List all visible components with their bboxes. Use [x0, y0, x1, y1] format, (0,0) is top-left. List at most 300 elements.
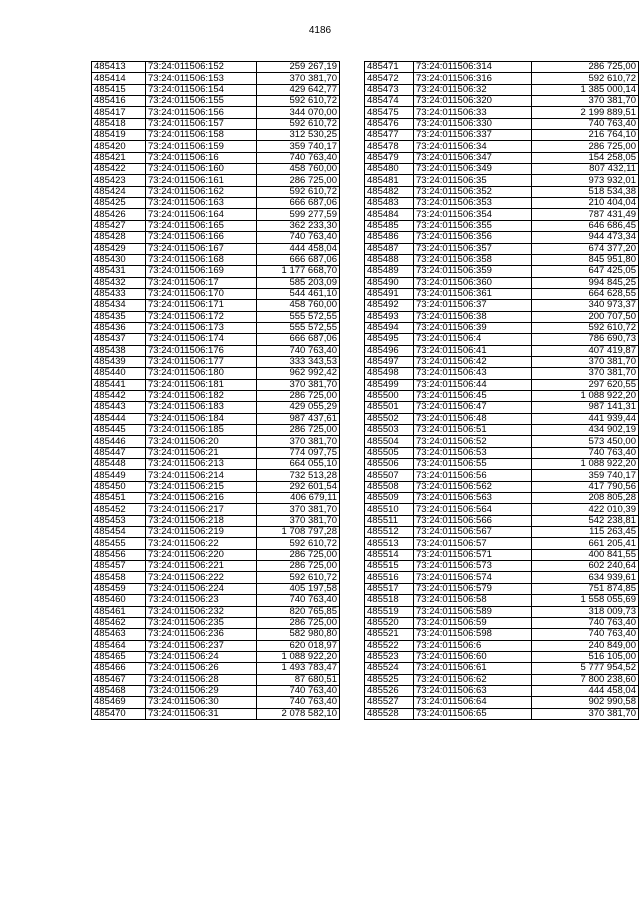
row-number-cell: 485423	[92, 175, 146, 186]
value-cell: 115 263,45	[532, 527, 639, 538]
cadastral-number-cell: 73:24:011506:574	[414, 572, 532, 583]
value-cell: 370 381,70	[532, 356, 639, 367]
value-cell: 973 932,01	[532, 175, 639, 186]
row-number-cell: 485496	[365, 345, 414, 356]
table-row	[365, 356, 639, 367]
value-cell: 751 874,85	[532, 583, 639, 594]
table-row	[365, 198, 639, 209]
value-cell: 405 197,58	[257, 583, 340, 594]
value-cell: 407 419,87	[532, 345, 639, 356]
row-number-cell: 485488	[365, 254, 414, 265]
table-row	[92, 447, 340, 458]
cadastral-number-cell: 73:24:011506:360	[414, 277, 532, 288]
value-cell: 585 203,09	[257, 277, 340, 288]
cadastral-number-cell: 73:24:011506:161	[146, 175, 257, 186]
value-cell: 786 690,73	[532, 334, 639, 345]
cadastral-number-cell: 73:24:011506:316	[414, 73, 532, 84]
table-row	[92, 515, 340, 526]
table-row	[92, 73, 340, 84]
table-row	[365, 220, 639, 231]
row-number-cell: 485492	[365, 300, 414, 311]
value-cell: 1 708 797,28	[257, 527, 340, 538]
row-number-cell: 485461	[92, 606, 146, 617]
cadastral-number-cell: 73:24:011506:65	[414, 708, 532, 719]
table-row	[365, 277, 639, 288]
row-number-cell: 485428	[92, 232, 146, 243]
cadastral-number-cell: 73:24:011506:63	[414, 685, 532, 696]
row-number-cell: 485494	[365, 322, 414, 333]
cadastral-number-cell: 73:24:011506:31	[146, 708, 257, 719]
cadastral-number-cell: 73:24:011506:349	[414, 164, 532, 175]
value-cell: 333 343,53	[257, 356, 340, 367]
value-cell: 592 610,72	[532, 322, 639, 333]
table-row	[365, 243, 639, 254]
row-number-cell: 485448	[92, 459, 146, 470]
table-row	[92, 617, 340, 628]
row-number-cell: 485434	[92, 300, 146, 311]
row-number-cell: 485513	[365, 538, 414, 549]
value-cell: 518 534,38	[532, 186, 639, 197]
value-cell: 592 610,72	[257, 186, 340, 197]
value-cell: 516 105,00	[532, 651, 639, 662]
row-number-cell: 485468	[92, 685, 146, 696]
value-cell: 286 725,00	[257, 390, 340, 401]
table-row	[365, 368, 639, 379]
value-cell: 987 437,61	[257, 413, 340, 424]
cadastral-number-cell: 73:24:011506:173	[146, 322, 257, 333]
cadastral-number-cell: 73:24:011506:61	[414, 663, 532, 674]
row-number-cell: 485491	[365, 288, 414, 299]
cadastral-number-cell: 73:24:011506:571	[414, 549, 532, 560]
cadastral-number-cell: 73:24:011506:43	[414, 368, 532, 379]
row-number-cell: 485430	[92, 254, 146, 265]
row-number-cell: 485463	[92, 629, 146, 640]
row-number-cell: 485441	[92, 379, 146, 390]
value-cell: 370 381,70	[532, 368, 639, 379]
cadastral-number-cell: 73:24:011506:153	[146, 73, 257, 84]
row-number-cell: 485527	[365, 697, 414, 708]
row-number-cell: 485481	[365, 175, 414, 186]
cadastral-number-cell: 73:24:011506:152	[146, 62, 257, 73]
value-cell: 666 687,06	[257, 198, 340, 209]
row-number-cell: 485424	[92, 186, 146, 197]
table-row	[365, 390, 639, 401]
cadastral-number-cell: 73:24:011506:16	[146, 152, 257, 163]
row-number-cell: 485427	[92, 220, 146, 231]
row-number-cell: 485447	[92, 447, 146, 458]
value-cell: 740 763,40	[532, 118, 639, 129]
value-cell: 2 199 889,51	[532, 107, 639, 118]
value-cell: 370 381,70	[257, 73, 340, 84]
value-cell: 240 849,00	[532, 640, 639, 651]
value-cell: 344 070,00	[257, 107, 340, 118]
cadastral-number-cell: 73:24:011506:163	[146, 198, 257, 209]
table-row	[92, 288, 340, 299]
cadastral-number-cell: 73:24:011506:218	[146, 515, 257, 526]
cadastral-number-cell: 73:24:011506:232	[146, 606, 257, 617]
cadastre-table-right	[364, 61, 639, 720]
row-number-cell: 485413	[92, 62, 146, 73]
row-number-cell: 485450	[92, 481, 146, 492]
table-row	[92, 311, 340, 322]
row-number-cell: 485431	[92, 266, 146, 277]
cadastral-number-cell: 73:24:011506:347	[414, 152, 532, 163]
value-cell: 674 377,20	[532, 243, 639, 254]
value-cell: 286 725,00	[257, 549, 340, 560]
table-row	[92, 198, 340, 209]
value-cell: 582 980,80	[257, 629, 340, 640]
row-number-cell: 485526	[365, 685, 414, 696]
row-number-cell: 485472	[365, 73, 414, 84]
table-row	[365, 515, 639, 526]
table-row	[92, 243, 340, 254]
value-cell: 297 620,55	[532, 379, 639, 390]
cadastral-number-cell: 73:24:011506:165	[146, 220, 257, 231]
cadastral-number-cell: 73:24:011506:6	[414, 640, 532, 651]
value-cell: 370 381,70	[257, 515, 340, 526]
row-number-cell: 485422	[92, 164, 146, 175]
cadastral-number-cell: 73:24:011506:579	[414, 583, 532, 594]
cadastral-number-cell: 73:24:011506:32	[414, 84, 532, 95]
table-row	[92, 345, 340, 356]
table-row	[365, 334, 639, 345]
cadastral-number-cell: 73:24:011506:22	[146, 538, 257, 549]
row-number-cell: 485416	[92, 96, 146, 107]
value-cell: 429 642,77	[257, 84, 340, 95]
row-number-cell: 485454	[92, 527, 146, 538]
table-row	[365, 96, 639, 107]
row-number-cell: 485425	[92, 198, 146, 209]
value-cell: 542 238,81	[532, 515, 639, 526]
cadastral-number-cell: 73:24:011506:156	[146, 107, 257, 118]
table-row	[365, 708, 639, 719]
cadastral-number-cell: 73:24:011506:166	[146, 232, 257, 243]
row-number-cell: 485523	[365, 651, 414, 662]
cadastral-number-cell: 73:24:011506:361	[414, 288, 532, 299]
value-cell: 599 277,59	[257, 209, 340, 220]
value-cell: 592 610,72	[257, 118, 340, 129]
value-cell: 740 763,40	[257, 595, 340, 606]
row-number-cell: 485435	[92, 311, 146, 322]
table-row	[365, 300, 639, 311]
table-row	[92, 300, 340, 311]
cadastral-number-cell: 73:24:011506:30	[146, 697, 257, 708]
table-row	[92, 425, 340, 436]
row-number-cell: 485502	[365, 413, 414, 424]
cadastral-number-cell: 73:24:011506:4	[414, 334, 532, 345]
cadastral-number-cell: 73:24:011506:222	[146, 572, 257, 583]
row-number-cell: 485511	[365, 515, 414, 526]
value-cell: 666 687,06	[257, 254, 340, 265]
table-row	[92, 402, 340, 413]
value-cell: 87 680,51	[257, 674, 340, 685]
value-cell: 370 381,70	[257, 379, 340, 390]
value-cell: 318 009,73	[532, 606, 639, 617]
table-row	[365, 73, 639, 84]
cadastral-number-cell: 73:24:011506:52	[414, 436, 532, 447]
row-number-cell: 485508	[365, 481, 414, 492]
table-row	[365, 266, 639, 277]
row-number-cell: 485500	[365, 390, 414, 401]
table-row	[92, 175, 340, 186]
value-cell: 286 725,00	[532, 141, 639, 152]
row-number-cell: 485445	[92, 425, 146, 436]
cadastral-number-cell: 73:24:011506:352	[414, 186, 532, 197]
cadastral-number-cell: 73:24:011506:221	[146, 561, 257, 572]
cadastral-number-cell: 73:24:011506:42	[414, 356, 532, 367]
value-cell: 208 805,28	[532, 493, 639, 504]
table-row	[365, 651, 639, 662]
value-cell: 286 725,00	[532, 62, 639, 73]
cadastral-number-cell: 73:24:011506:20	[146, 436, 257, 447]
value-cell: 740 763,40	[257, 697, 340, 708]
value-cell: 370 381,70	[532, 96, 639, 107]
table-row	[92, 697, 340, 708]
table-row	[92, 356, 340, 367]
cadastral-number-cell: 73:24:011506:213	[146, 459, 257, 470]
row-number-cell: 485485	[365, 220, 414, 231]
value-cell: 740 763,40	[532, 629, 639, 640]
value-cell: 286 725,00	[257, 561, 340, 572]
cadastral-number-cell: 73:24:011506:56	[414, 470, 532, 481]
value-cell: 286 725,00	[257, 425, 340, 436]
row-number-cell: 485420	[92, 141, 146, 152]
row-number-cell: 485520	[365, 617, 414, 628]
row-number-cell: 485489	[365, 266, 414, 277]
table-row	[92, 470, 340, 481]
cadastral-number-cell: 73:24:011506:180	[146, 368, 257, 379]
cadastral-number-cell: 73:24:011506:562	[414, 481, 532, 492]
value-cell: 370 381,70	[257, 504, 340, 515]
row-number-cell: 485455	[92, 538, 146, 549]
table-row	[365, 254, 639, 265]
value-cell: 661 205,41	[532, 538, 639, 549]
cadastral-number-cell: 73:24:011506:159	[146, 141, 257, 152]
row-number-cell: 485516	[365, 572, 414, 583]
table-row	[92, 107, 340, 118]
cadastral-number-cell: 73:24:011506:164	[146, 209, 257, 220]
cadastral-number-cell: 73:24:011506:53	[414, 447, 532, 458]
table-row	[365, 413, 639, 424]
value-cell: 340 973,37	[532, 300, 639, 311]
value-cell: 1 088 922,20	[532, 390, 639, 401]
table-row	[365, 322, 639, 333]
cadastral-number-cell: 73:24:011506:57	[414, 538, 532, 549]
value-cell: 647 425,05	[532, 266, 639, 277]
row-number-cell: 485419	[92, 130, 146, 141]
cadastral-number-cell: 73:24:011506:314	[414, 62, 532, 73]
cadastral-number-cell: 73:24:011506:168	[146, 254, 257, 265]
cadastral-number-cell: 73:24:011506:220	[146, 549, 257, 560]
table-row	[92, 141, 340, 152]
table-row	[365, 685, 639, 696]
row-number-cell: 485503	[365, 425, 414, 436]
value-cell: 370 381,70	[532, 708, 639, 719]
table-row	[365, 583, 639, 594]
cadastral-number-cell: 73:24:011506:172	[146, 311, 257, 322]
cadastral-number-cell: 73:24:011506:355	[414, 220, 532, 231]
table-row	[92, 254, 340, 265]
row-number-cell: 485440	[92, 368, 146, 379]
table-row	[92, 379, 340, 390]
row-number-cell: 485451	[92, 493, 146, 504]
value-cell: 787 431,49	[532, 209, 639, 220]
cadastral-number-cell: 73:24:011506:38	[414, 311, 532, 322]
cadastral-number-cell: 73:24:011506:566	[414, 515, 532, 526]
cadastral-number-cell: 73:24:011506:44	[414, 379, 532, 390]
value-cell: 458 760,00	[257, 300, 340, 311]
table-row	[92, 266, 340, 277]
row-number-cell: 485487	[365, 243, 414, 254]
table-row	[92, 186, 340, 197]
cadastral-number-cell: 73:24:011506:598	[414, 629, 532, 640]
table-row	[92, 493, 340, 504]
value-cell: 987 141,31	[532, 402, 639, 413]
cadastral-number-cell: 73:24:011506:177	[146, 356, 257, 367]
table-row	[365, 152, 639, 163]
table-row	[92, 84, 340, 95]
value-cell: 7 800 238,60	[532, 674, 639, 685]
cadastre-table-left	[91, 61, 340, 720]
value-cell: 429 055,29	[257, 402, 340, 413]
cadastral-number-cell: 73:24:011506:62	[414, 674, 532, 685]
cadastral-number-cell: 73:24:011506:181	[146, 379, 257, 390]
row-number-cell: 485476	[365, 118, 414, 129]
value-cell: 820 765,85	[257, 606, 340, 617]
value-cell: 845 951,80	[532, 254, 639, 265]
table-row	[365, 617, 639, 628]
row-number-cell: 485505	[365, 447, 414, 458]
cadastral-number-cell: 73:24:011506:330	[414, 118, 532, 129]
cadastral-number-cell: 73:24:011506:354	[414, 209, 532, 220]
cadastral-number-cell: 73:24:011506:563	[414, 493, 532, 504]
value-cell: 1 385 000,14	[532, 84, 639, 95]
table-row	[92, 651, 340, 662]
value-cell: 592 610,72	[257, 538, 340, 549]
row-number-cell: 485446	[92, 436, 146, 447]
cadastral-number-cell: 73:24:011506:64	[414, 697, 532, 708]
value-cell: 292 601,54	[257, 481, 340, 492]
value-cell: 740 763,40	[257, 345, 340, 356]
table-row	[92, 674, 340, 685]
row-number-cell: 485514	[365, 549, 414, 560]
table-row	[365, 538, 639, 549]
cadastral-number-cell: 73:24:011506:356	[414, 232, 532, 243]
row-number-cell: 485480	[365, 164, 414, 175]
row-number-cell: 485506	[365, 459, 414, 470]
row-number-cell: 485414	[92, 73, 146, 84]
cadastral-number-cell: 73:24:011506:39	[414, 322, 532, 333]
table-row	[365, 130, 639, 141]
value-cell: 259 267,19	[257, 62, 340, 73]
cadastral-number-cell: 73:24:011506:160	[146, 164, 257, 175]
cadastral-number-cell: 73:24:011506:217	[146, 504, 257, 515]
cadastral-number-cell: 73:24:011506:48	[414, 413, 532, 424]
table-row	[365, 572, 639, 583]
table-row	[92, 96, 340, 107]
row-number-cell: 485479	[365, 152, 414, 163]
cadastral-number-cell: 73:24:011506:28	[146, 674, 257, 685]
cadastral-number-cell: 73:24:011506:359	[414, 266, 532, 277]
value-cell: 740 763,40	[532, 617, 639, 628]
value-cell: 400 841,55	[532, 549, 639, 560]
cadastral-number-cell: 73:24:011506:47	[414, 402, 532, 413]
cadastral-number-cell: 73:24:011506:162	[146, 186, 257, 197]
cadastral-number-cell: 73:24:011506:34	[414, 141, 532, 152]
value-cell: 286 725,00	[257, 175, 340, 186]
cadastral-number-cell: 73:24:011506:174	[146, 334, 257, 345]
table-row	[365, 561, 639, 572]
cadastral-number-cell: 73:24:011506:21	[146, 447, 257, 458]
row-number-cell: 485465	[92, 651, 146, 662]
row-number-cell: 485453	[92, 515, 146, 526]
value-cell: 2 078 582,10	[257, 708, 340, 719]
row-number-cell: 485486	[365, 232, 414, 243]
table-row	[365, 425, 639, 436]
row-number-cell: 485521	[365, 629, 414, 640]
cadastral-number-cell: 73:24:011506:157	[146, 118, 257, 129]
cadastral-number-cell: 73:24:011506:182	[146, 390, 257, 401]
row-number-cell: 485418	[92, 118, 146, 129]
cadastral-number-cell: 73:24:011506:215	[146, 481, 257, 492]
cadastral-number-cell: 73:24:011506:573	[414, 561, 532, 572]
cadastral-number-cell: 73:24:011506:184	[146, 413, 257, 424]
value-cell: 592 610,72	[532, 73, 639, 84]
table-row	[92, 549, 340, 560]
value-cell: 154 258,05	[532, 152, 639, 163]
value-cell: 1 088 922,20	[257, 651, 340, 662]
value-cell: 962 992,42	[257, 368, 340, 379]
row-number-cell: 485429	[92, 243, 146, 254]
table-row	[365, 436, 639, 447]
cadastral-number-cell: 73:24:011506:171	[146, 300, 257, 311]
row-number-cell: 485509	[365, 493, 414, 504]
cadastral-number-cell: 73:24:011506:567	[414, 527, 532, 538]
table-row	[92, 413, 340, 424]
table-row	[92, 708, 340, 719]
value-cell: 370 381,70	[257, 436, 340, 447]
value-cell: 555 572,55	[257, 322, 340, 333]
row-number-cell: 485504	[365, 436, 414, 447]
value-cell: 944 473,34	[532, 232, 639, 243]
row-number-cell: 485499	[365, 379, 414, 390]
row-number-cell: 485493	[365, 311, 414, 322]
row-number-cell: 485452	[92, 504, 146, 515]
cadastral-number-cell: 73:24:011506:337	[414, 130, 532, 141]
row-number-cell: 485498	[365, 368, 414, 379]
row-number-cell: 485471	[365, 62, 414, 73]
page-number: 4186	[308, 25, 332, 36]
row-number-cell: 485482	[365, 186, 414, 197]
row-number-cell: 485477	[365, 130, 414, 141]
value-cell: 286 725,00	[257, 617, 340, 628]
table-row	[92, 481, 340, 492]
table-row	[92, 436, 340, 447]
value-cell: 422 010,39	[532, 504, 639, 515]
table-row	[92, 459, 340, 470]
value-cell: 544 461,10	[257, 288, 340, 299]
cadastral-number-cell: 73:24:011506:26	[146, 663, 257, 674]
value-cell: 359 740,17	[532, 470, 639, 481]
table-row	[365, 141, 639, 152]
value-cell: 602 240,64	[532, 561, 639, 572]
cadastral-number-cell: 73:24:011506:59	[414, 617, 532, 628]
row-number-cell: 485474	[365, 96, 414, 107]
cadastral-number-cell: 73:24:011506:33	[414, 107, 532, 118]
cadastral-number-cell: 73:24:011506:219	[146, 527, 257, 538]
value-cell: 1 088 922,20	[532, 459, 639, 470]
row-number-cell: 485484	[365, 209, 414, 220]
